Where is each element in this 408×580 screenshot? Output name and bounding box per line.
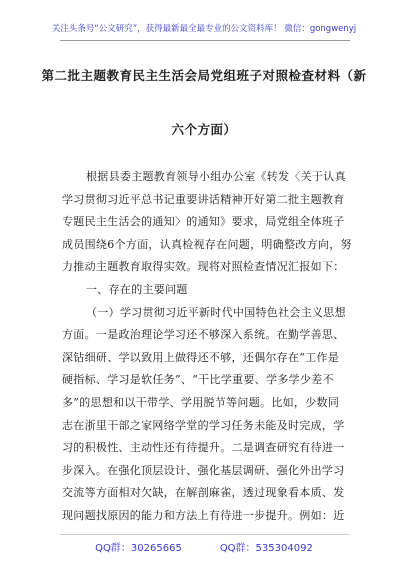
header-divider [60,40,350,41]
body-line: 根据县委主题教育领导小组办公室《转发〈关于认真 [86,170,346,183]
body-line: 学习贯彻习近平总书记重要讲话精神开好第二批主题教育 [62,192,345,206]
document-title-line-2: 六个方面） [171,122,237,137]
footer-qq-group-1: QQ群：30265665 [95,543,182,554]
document-title-line-1: 第二批主题教育民主生活会局党组班子对照检查材料（新 [41,68,367,83]
section-heading: 一、存在的主要问题 [86,282,188,296]
body-line: （一）学习贯彻习近平新时代中国特色社会主义思想 [86,305,346,319]
body-line: 专题民主生活会的通知〉的通知》要求，局党组全体班子 [62,215,345,229]
body-line: 习的积极性、主动性还有待提升。二是调查研究有待进一 [62,441,345,455]
body-line: 深钻细研、学以致用上做得还不够，还偶尔存在“工作是 [62,350,340,364]
footer-divider [60,534,350,535]
body-line: 力推动主题教育取得实效。现将对照检查情况汇报如下： [62,260,345,274]
body-line: 多”的思想和以干带学、学用脱节等问题。比如，少数同 [62,395,340,409]
footer-qq-group-2: QQ群：535304092 [219,543,313,554]
body-line: 志在浙里干部之家网络学堂的学习任务未能及时完成，学 [62,418,345,432]
body-line: 现问题找原因的能力和方法上有待进一步提升。例如：近 [62,508,345,522]
body-line: 交流等方面相对欠缺，在解剖麻雀，透过现象看本质、发 [62,486,345,500]
body-line: 硬指标、学习是软任务”、“干比学重要、学多学少差不 [62,373,334,387]
header-promo-text: 关注头条号“公文研究”，获得最新最全最专业的公文资料库！ 微信：gongwenyj [51,24,357,34]
body-line: 成员围绕6个方面，认真检视存在问题，明确整改方向，努 [62,237,352,251]
body-line: 方面。一是政治理论学习还不够深入系统。在勤学善思、 [62,328,345,342]
footer-contacts [0,539,408,554]
body-line: 步深入。在强化顶层设计、强化基层调研、强化外出学习 [62,463,345,477]
document-body [62,166,354,528]
